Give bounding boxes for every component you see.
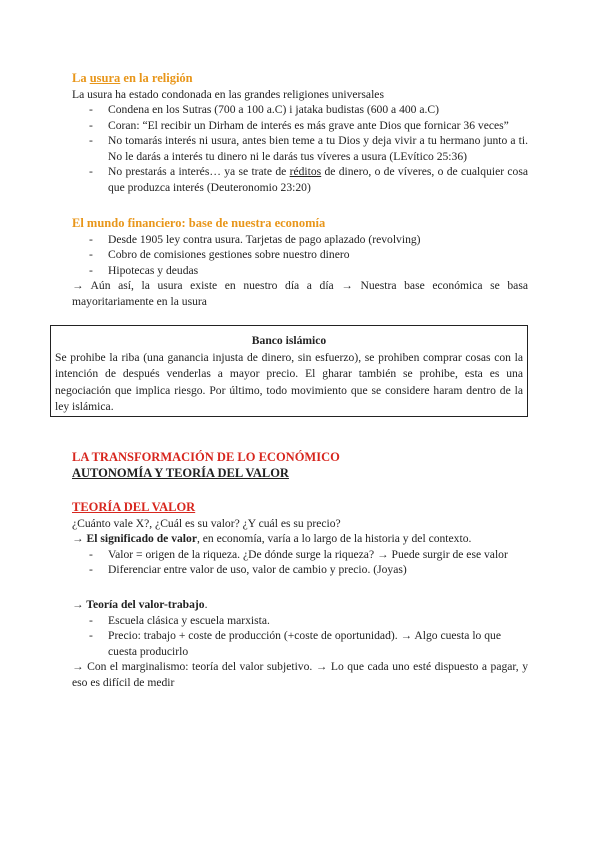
financiero-note: → Aún así, la usura existe en nuestro día a día → Nuestra base económica se basa mayoritariamente en la usura: [72, 279, 528, 308]
banco-islamico-text: Se prohibe la riba (una ganancia injusta de dinero, sin esfuerzo), se prohiben comprar cosas con la intención de después venderlas a mayor precio. El gharar también se prohibe, esta es una negociación que implica riesgo. Por último, todo movimiento que se considere haram dentro de la ley islámica.: [55, 350, 523, 413]
trabajo-list: [72, 613, 528, 660]
religion-list: [72, 102, 528, 195]
teoria-significado: → El significado de valor, en economía, varía a lo largo de la historia y del contexto.: [72, 532, 472, 545]
heading-usura-religion: La usura en la religión: [72, 71, 193, 85]
section-religion: [72, 71, 528, 195]
heading-mundo-financiero: El mundo financiero: base de nuestra economía: [72, 216, 326, 230]
list-item: - Hipotecas y deudas: [72, 263, 528, 279]
section-teoria-valor: [72, 500, 528, 578]
religion-intro: La usura ha estado condonada en las grandes religiones universales: [72, 87, 384, 101]
teoria-question: ¿Cuánto vale X?, ¿Cuál es su valor? ¿Y cuál es su precio?: [72, 516, 341, 530]
banco-islamico-box: [50, 325, 528, 417]
list-item: - Desde 1905 ley contra usura. Tarjetas de pago aplazado (revolving): [72, 232, 528, 248]
list-item: - Diferenciar entre valor de uso, valor de cambio y precio. (Joyas): [72, 562, 528, 578]
heading-transformacion: LA TRANSFORMACIÓN DE LO ECONÓMICO: [72, 450, 340, 464]
subheading-autonomia: AUTONOMÍA Y TEORÍA DEL VALOR: [72, 465, 289, 480]
section-financiero: [72, 216, 528, 309]
list-item: - Precio: trabajo + coste de producción (+coste de oportunidad). → Algo cuesta lo que cuesta producirlo: [72, 628, 528, 659]
heading-valor-trabajo: → Teoría del valor-trabajo.: [72, 598, 208, 611]
section-valor-trabajo: [72, 597, 528, 690]
list-item: - Valor = origen de la riqueza. ¿De dónde surge la riqueza? → Puede surgir de ese valor: [72, 547, 528, 563]
list-item: - No prestarás a interés… ya se trate de réditos de dinero, o de víveres, o de cualquier cosa que produzca interés (Deuteronomio 23:20): [72, 164, 528, 195]
list-item: - Cobro de comisiones gestiones sobre nuestro dinero: [72, 247, 528, 263]
financiero-list: [72, 232, 528, 279]
list-item: - No tomarás interés ni usura, antes bien teme a tu Dios y deja vivir a tu hermano junto a ti. No le darás a interés tu dinero ni le darás tus víveres a usura (LEvítico 25:36): [72, 133, 528, 164]
heading-teoria-valor: TEORÍA DEL VALOR: [72, 500, 196, 514]
banco-islamico-title: Banco islámico: [251, 334, 327, 347]
trabajo-note: → Con el marginalismo: teoría del valor subjetivo. → Lo que cada uno esté dispuesto a pagar, y eso es difícil de medir: [72, 660, 528, 689]
list-item: - Escuela clásica y escuela marxista.: [72, 613, 528, 629]
list-item: - Condena en los Sutras (700 a 100 a.C) i jataka budistas (600 a 400 a.C): [72, 102, 528, 118]
section-transformacion: [72, 450, 528, 481]
teoria-list: [72, 547, 528, 578]
list-item: - Coran: “El recibir un Dirham de interés es más grave ante Dios que fornicar 36 veces”: [72, 118, 528, 134]
